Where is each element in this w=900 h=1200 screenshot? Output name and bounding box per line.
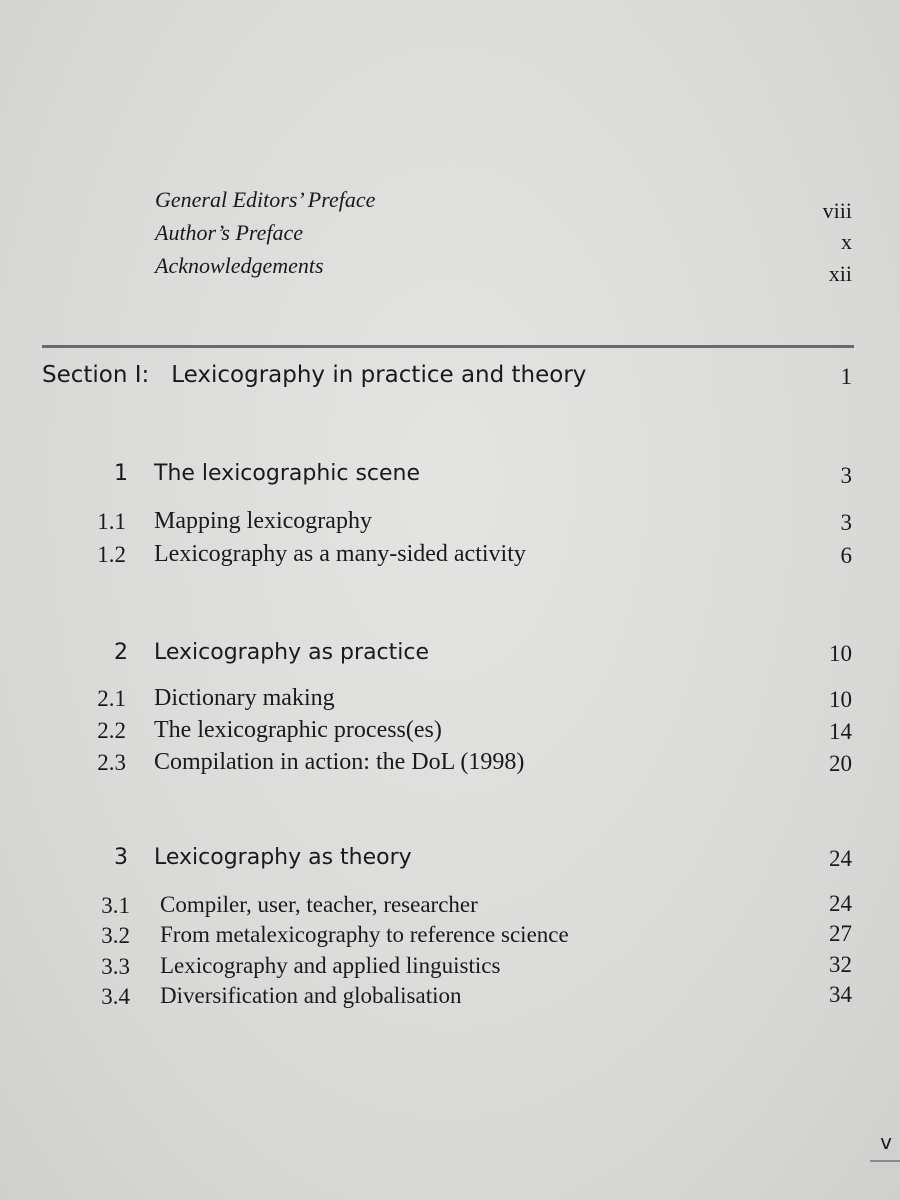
chapter-title: Lexicography as practice [154,640,430,665]
front-matter-title: Acknowledgements [155,253,324,278]
front-matter-title: Author’s Preface [155,220,304,245]
subsection-page: 32 [829,952,852,977]
subsection-title: Dictionary making [154,685,335,711]
subsection-number: 3.3 [101,954,130,979]
bottom-mark [870,1160,900,1162]
subsection-title: From metalexicography to reference science [160,922,569,947]
section-title: Section I: Lexicography in practice and theory [42,362,587,388]
subsection-number: 3.2 [101,923,130,948]
subsection-number: 2.2 [97,718,126,743]
subsection-title: Mapping lexicography [154,508,372,534]
subsection-title: The lexicographic process(es) [154,717,442,743]
subsection-title: Lexicography as a many-sided activity [154,541,526,567]
subsection-page: 14 [829,719,852,744]
subsection-number: 2.3 [97,750,126,775]
subsection-title: Compilation in action: the DoL (1998) [154,749,525,775]
chapter-page: 3 [840,463,852,488]
subsection-number: 3.4 [101,984,130,1009]
front-matter-page: x [841,229,852,254]
front-matter-page: xii [828,261,852,286]
chapter-number: 1 [114,461,128,486]
subsection-page: 34 [829,982,852,1007]
chapter-page: 24 [829,846,852,871]
subsection-number: 3.1 [101,893,130,918]
chapter-title: The lexicographic scene [154,461,421,486]
chapter-title: Lexicography as theory [154,845,412,870]
subsection-page: 3 [840,510,852,535]
front-matter-title: General Editors’ Preface [155,187,376,212]
subsection-number: 1.2 [97,542,126,567]
subsection-title: Diversification and globalisation [160,983,462,1008]
subsection-page: 24 [829,891,852,916]
subsection-page: 20 [829,751,852,776]
page-number: v [880,1130,892,1154]
chapter-number: 3 [114,845,128,870]
subsection-title: Compiler, user, teacher, researcher [160,892,478,917]
front-matter-page: viii [822,198,852,223]
section-divider [42,345,854,348]
chapter-page: 10 [829,641,852,666]
section-page: 1 [840,364,852,389]
subsection-page: 10 [829,687,852,712]
subsection-page: 27 [829,921,852,946]
subsection-title: Lexicography and applied linguistics [160,953,501,978]
subsection-page: 6 [840,543,852,568]
subsection-number: 1.1 [97,509,126,534]
subsection-number: 2.1 [97,686,126,711]
chapter-number: 2 [114,640,128,665]
